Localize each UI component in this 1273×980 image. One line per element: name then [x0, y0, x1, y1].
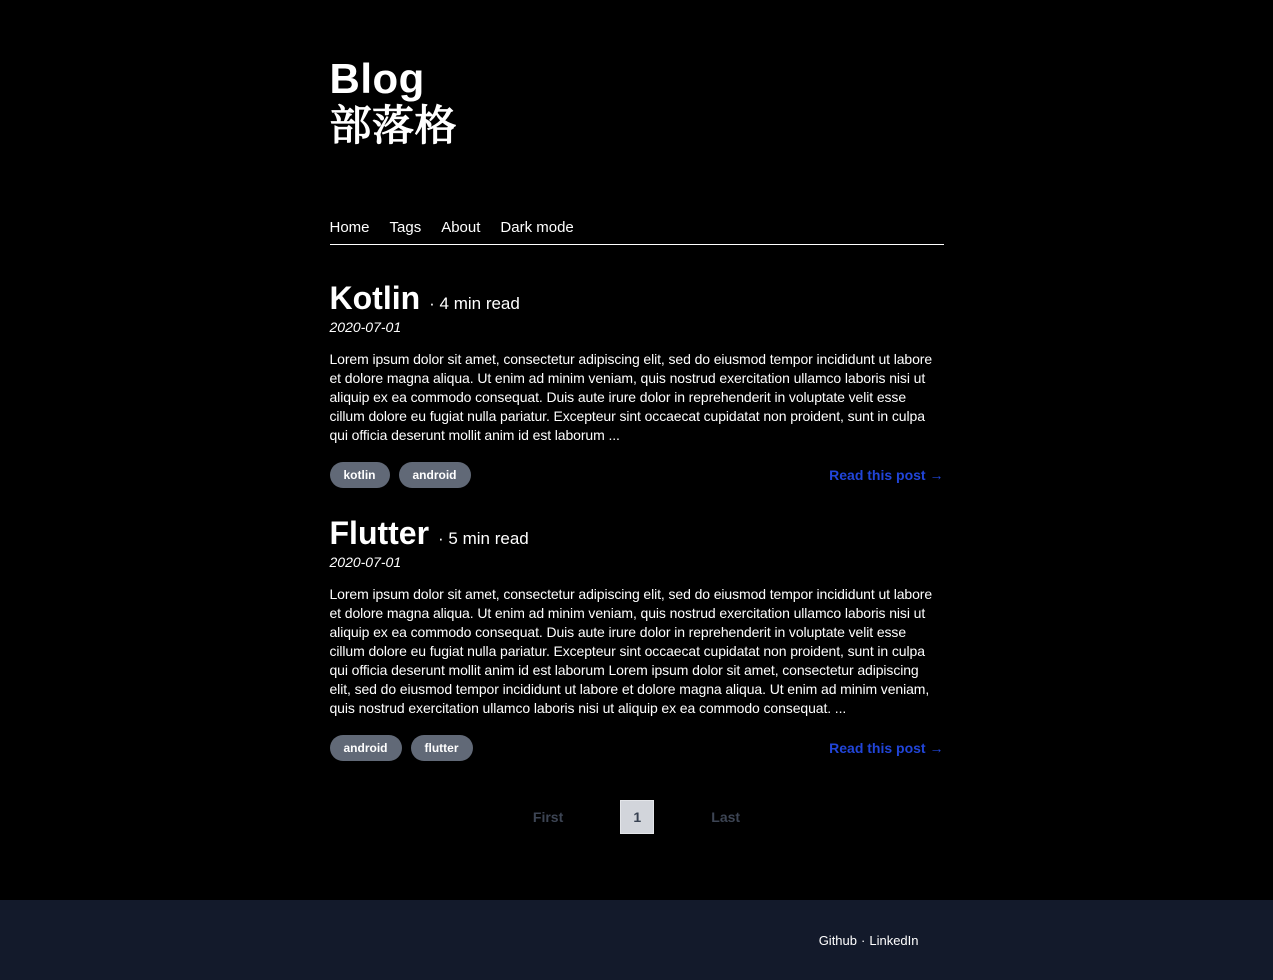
post-date: 2020-07-01: [329, 319, 402, 336]
post-card-kotlin: [330, 281, 944, 488]
site-title-link[interactable]: [330, 55, 458, 149]
post-footer-row: [330, 735, 944, 761]
footer-links: [330, 933, 944, 948]
site-title-line1: Blog: [329, 55, 425, 102]
nav-item-about[interactable]: About: [441, 219, 481, 237]
main-content: [330, 0, 944, 900]
post-date: 2020-07-01: [329, 554, 402, 571]
pagination-current-page[interactable]: 1: [620, 800, 654, 834]
nav-item-home[interactable]: Home: [329, 219, 370, 237]
main-nav: [330, 219, 944, 245]
nav-item-dark-mode[interactable]: Dark mode: [500, 219, 574, 237]
nav-item-tags[interactable]: Tags: [389, 219, 422, 237]
post-card-flutter: [330, 516, 944, 761]
post-tag-list: [330, 735, 473, 761]
post-excerpt: Lorem ipsum dolor sit amet, consectetur adipiscing elit, sed do eiusmod tempor incididunt ut labore et dolore magna aliqua. Ut enim ad minim veniam, quis nostrud exercitation ullamco laboris nisi ut aliquip ex ea commodo consequat. Duis aute irure dolor in reprehenderit in voluptate velit esse cillum dolore eu fugiat nulla pariatur. Excepteur sint occaecat cupidatat non proident, sunt in culpa qui officia deserunt mollit anim id est laborum Lorem ipsum dolor sit amet, consectetur adipiscing elit, sed do eiusmod tempor incididunt ut labore et dolore magna aliqua. Ut enim ad minim veniam, quis nostrud exercitation ullamco laboris nisi ut aliquip ex ea commodo consequat. ...: [329, 586, 933, 717]
pagination: [330, 800, 944, 834]
post-footer-row: [330, 462, 944, 488]
post-title-row: [330, 281, 944, 316]
read-post-link[interactable]: Read this post →: [829, 740, 944, 757]
post-read-time: · 4 min read: [429, 294, 520, 314]
footer-separator: ·: [861, 932, 866, 948]
pagination-first-button[interactable]: First: [532, 809, 564, 826]
post-title-link[interactable]: Kotlin: [329, 280, 421, 317]
post-title-row: [330, 516, 944, 551]
tag-flutter[interactable]: flutter: [411, 735, 473, 761]
post-tag-list: [330, 462, 471, 488]
post-title-link[interactable]: Flutter: [329, 515, 430, 552]
post-excerpt: Lorem ipsum dolor sit amet, consectetur adipiscing elit, sed do eiusmod tempor incididunt ut labore et dolore magna aliqua. Ut enim ad minim veniam, quis nostrud exercitation ullamco laboris nisi ut aliquip ex ea commodo consequat. Duis aute irure dolor in reprehenderit in voluptate velit esse cillum dolore eu fugiat nulla pariatur. Excepteur sint occaecat cupidatat non proident, sunt in culpa qui officia deserunt mollit anim id est laborum ...: [329, 351, 933, 444]
post-read-time: · 5 min read: [438, 529, 529, 549]
pagination-last-button[interactable]: Last: [711, 809, 741, 826]
github-link[interactable]: Github: [818, 932, 857, 948]
site-title-line2: 部落格: [329, 102, 458, 150]
tag-android[interactable]: android: [399, 462, 471, 488]
linkedin-link[interactable]: LinkedIn: [869, 932, 919, 948]
tag-kotlin[interactable]: kotlin: [330, 462, 390, 488]
read-post-link[interactable]: Read this post →: [829, 467, 944, 484]
page-footer: [0, 900, 1273, 980]
tag-android[interactable]: android: [330, 735, 402, 761]
